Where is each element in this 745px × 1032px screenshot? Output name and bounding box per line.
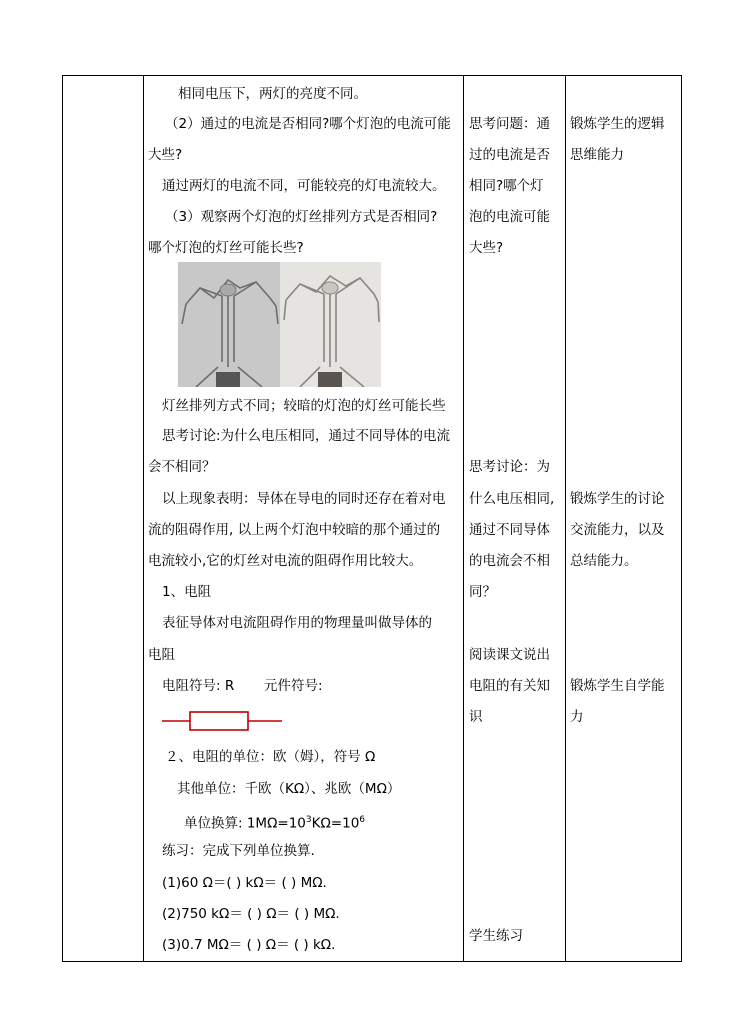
purpose-1a: 锻炼学生的逻辑 <box>570 116 665 132</box>
exercise-2: (2)750 kΩ＝ ( ) Ω＝ ( ) MΩ. <box>162 906 340 922</box>
definition-line-b: 电阻 <box>148 647 175 663</box>
student-activity-2b: 什么电压相同, <box>469 491 555 507</box>
student-activity-3c: 识 <box>469 709 483 725</box>
column-divider-1 <box>143 76 144 961</box>
resistor-symbol-label: 电阻符号: R <box>162 678 235 694</box>
student-activity-1c: 相同?哪个灯 <box>469 178 544 194</box>
purpose-2c: 总结能力。 <box>570 553 638 569</box>
column-divider-3 <box>565 76 566 961</box>
bulb-filament-photo <box>178 262 381 387</box>
component-symbol-label: 元件符号: <box>264 678 323 694</box>
question-3-line-b: 哪个灯泡的灯丝可能长些? <box>148 240 304 256</box>
heading-resistance: 1、电阻 <box>162 584 212 600</box>
student-activity-2e: 同？ <box>469 584 496 600</box>
column-divider-2 <box>463 76 464 961</box>
student-activity-2c: 通过不同导体 <box>469 522 550 538</box>
heading-units: ２、电阻的单位：欧（姆），符号 Ω <box>165 749 376 765</box>
exercise-3: (3)0.7 MΩ＝ ( ) Ω＝ ( ) kΩ. <box>162 937 336 953</box>
answer-2: 通过两灯的电流不同，可能较亮的灯电流较大。 <box>162 178 446 194</box>
answer-3: 灯丝排列方式不同；较暗的灯泡的灯丝可能长些 <box>162 398 446 414</box>
definition-line-a: 表征导体对电流阻碍作用的物理量叫做导体的 <box>162 615 432 631</box>
summary-line-c: 电流较小,它的灯丝对电流的阻碍作用比较大。 <box>148 553 423 569</box>
student-activity-4: 学生练习 <box>469 928 523 944</box>
student-activity-1e: 大些? <box>469 240 504 256</box>
summary-line-a: 以上现象表明：导体在导电的同时还存在着对电 <box>162 491 446 507</box>
exercise-heading: 练习：完成下列单位换算. <box>162 843 315 859</box>
student-activity-1b: 过的电流是否 <box>469 147 550 163</box>
purpose-3b: 力 <box>570 709 584 725</box>
question-2-line-a: （2）通过的电流是否相同?哪个灯泡的电流可能 <box>165 116 451 132</box>
summary-line-b: 流的阻碍作用, 以上两个灯泡中较暗的那个通过的 <box>148 522 441 538</box>
resistor-symbol-icon <box>162 710 284 732</box>
student-activity-1d: 泡的电流可能 <box>469 209 550 225</box>
other-units: 其他单位：千欧（KΩ）、兆欧（MΩ） <box>177 781 401 797</box>
purpose-3a: 锻炼学生自学能 <box>570 678 665 694</box>
unit-conversion: 单位换算: $1M\Omega=10^3K\Omega=10^6$ <box>184 815 366 832</box>
question-3-line-a: （3）观察两个灯泡的灯丝排列方式是否相同? <box>165 209 438 225</box>
purpose-1b: 思维能力 <box>570 147 624 163</box>
discussion-line-a: 思考讨论:为什么电压相同，通过不同导体的电流 <box>162 428 451 444</box>
discussion-line-b: 会不相同？ <box>148 459 216 475</box>
purpose-2b: 交流能力，以及 <box>570 522 665 538</box>
text-line1: 相同电压下，两灯的亮度不同。 <box>178 86 367 102</box>
student-activity-3b: 电阻的有关知 <box>469 678 550 694</box>
student-activity-2d: 的电流会不相 <box>469 553 550 569</box>
exercise-1: (1)60 Ω＝( ) kΩ＝ ( ) MΩ. <box>162 875 327 891</box>
student-activity-1a: 思考问题：通 <box>469 116 550 132</box>
student-activity-3a: 阅读课文说出 <box>469 647 550 663</box>
purpose-2a: 锻炼学生的讨论 <box>570 491 665 507</box>
question-2-line-b: 大些? <box>148 147 183 163</box>
student-activity-2a: 思考讨论：为 <box>469 459 550 475</box>
